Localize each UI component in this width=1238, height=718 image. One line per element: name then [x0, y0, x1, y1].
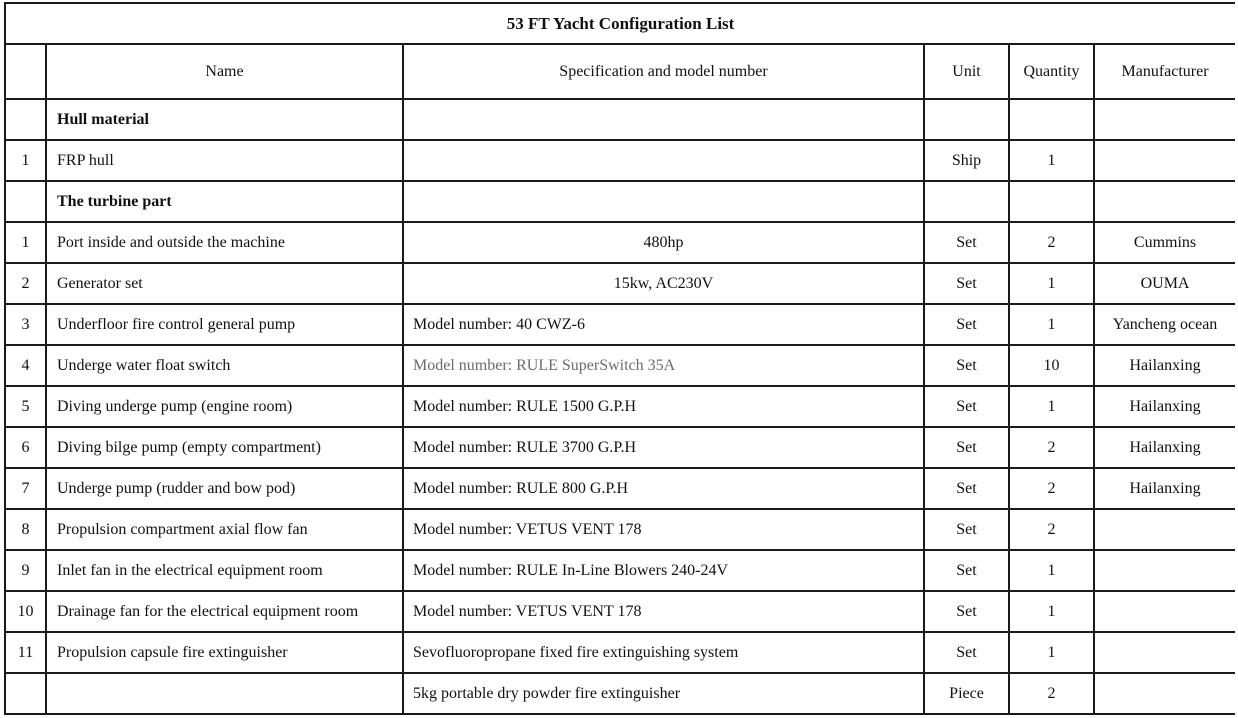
- item-manufacturer: [1094, 632, 1235, 673]
- column-header-manufacturer: Manufacturer: [1094, 44, 1235, 99]
- row-index: 9: [5, 550, 46, 591]
- item-quantity: 2: [1009, 673, 1094, 714]
- item-spec: Model number: 40 CWZ-6: [403, 304, 924, 345]
- table-row: [5, 386, 1235, 427]
- item-manufacturer: Hailanxing: [1094, 386, 1235, 427]
- row-index: [5, 181, 46, 222]
- item-quantity: 10: [1009, 345, 1094, 386]
- item-quantity: [1009, 181, 1094, 222]
- configuration-table: [4, 2, 1235, 715]
- column-header-index: [5, 44, 46, 99]
- item-manufacturer: Yancheng ocean: [1094, 304, 1235, 345]
- item-spec: Model number: RULE 3700 G.P.H: [403, 427, 924, 468]
- row-index: 1: [5, 140, 46, 181]
- item-manufacturer: [1094, 181, 1235, 222]
- item-unit: Set: [924, 386, 1009, 427]
- item-name: Propulsion capsule fire extinguisher: [46, 632, 403, 673]
- item-name: Drainage fan for the electrical equipment room: [46, 591, 403, 632]
- item-name: Diving bilge pump (empty compartment): [46, 427, 403, 468]
- document-page: [4, 2, 1235, 718]
- item-spec: [403, 99, 924, 140]
- item-quantity: 1: [1009, 263, 1094, 304]
- row-index: [5, 99, 46, 140]
- item-name: Underge pump (rudder and bow pod): [46, 468, 403, 509]
- item-unit: Set: [924, 591, 1009, 632]
- column-header-name: Name: [46, 44, 403, 99]
- item-manufacturer: [1094, 591, 1235, 632]
- table-row: [5, 427, 1235, 468]
- item-manufacturer: Cummins: [1094, 222, 1235, 263]
- item-spec: Model number: RULE 800 G.P.H: [403, 468, 924, 509]
- item-name: Port inside and outside the machine: [46, 222, 403, 263]
- item-spec: 15kw, AC230V: [403, 263, 924, 304]
- column-header-unit: Unit: [924, 44, 1009, 99]
- item-unit: Set: [924, 263, 1009, 304]
- column-header-spec: Specification and model number: [403, 44, 924, 99]
- table-body: [5, 99, 1235, 714]
- table-row: [5, 591, 1235, 632]
- item-quantity: 1: [1009, 304, 1094, 345]
- table-row: [5, 632, 1235, 673]
- item-manufacturer: [1094, 140, 1235, 181]
- item-unit: Set: [924, 468, 1009, 509]
- item-name: Underfloor fire control general pump: [46, 304, 403, 345]
- item-spec: [403, 181, 924, 222]
- row-index: 11: [5, 632, 46, 673]
- item-spec: Sevofluoropropane fixed fire extinguishing system: [403, 632, 924, 673]
- row-index: 3: [5, 304, 46, 345]
- item-name: Inlet fan in the electrical equipment room: [46, 550, 403, 591]
- row-index: 4: [5, 345, 46, 386]
- item-name: [46, 673, 403, 714]
- row-index: 2: [5, 263, 46, 304]
- item-unit: [924, 181, 1009, 222]
- column-header-quantity: Quantity: [1009, 44, 1094, 99]
- item-unit: Set: [924, 509, 1009, 550]
- item-quantity: 2: [1009, 427, 1094, 468]
- item-name: Underge water float switch: [46, 345, 403, 386]
- item-quantity: 1: [1009, 386, 1094, 427]
- item-quantity: 1: [1009, 591, 1094, 632]
- item-spec: 5kg portable dry powder fire extinguisher: [403, 673, 924, 714]
- item-unit: Set: [924, 304, 1009, 345]
- item-manufacturer: Hailanxing: [1094, 345, 1235, 386]
- item-manufacturer: OUMA: [1094, 263, 1235, 304]
- section-row: [5, 181, 1235, 222]
- item-quantity: 2: [1009, 468, 1094, 509]
- item-unit: [924, 99, 1009, 140]
- row-index: 7: [5, 468, 46, 509]
- item-manufacturer: Hailanxing: [1094, 468, 1235, 509]
- item-name: Propulsion compartment axial flow fan: [46, 509, 403, 550]
- row-index: 10: [5, 591, 46, 632]
- item-quantity: 1: [1009, 550, 1094, 591]
- column-header-row: [5, 44, 1235, 99]
- item-manufacturer: Hailanxing: [1094, 427, 1235, 468]
- row-index: 6: [5, 427, 46, 468]
- table-row: [5, 304, 1235, 345]
- item-spec: Model number: RULE In-Line Blowers 240-24V: [403, 550, 924, 591]
- item-unit: Piece: [924, 673, 1009, 714]
- row-index: [5, 673, 46, 714]
- section-row: [5, 99, 1235, 140]
- row-index: 5: [5, 386, 46, 427]
- table-row: [5, 222, 1235, 263]
- item-unit: Set: [924, 632, 1009, 673]
- item-spec: Model number: RULE SuperSwitch 35A: [403, 345, 924, 386]
- item-unit: Set: [924, 345, 1009, 386]
- table-row: [5, 468, 1235, 509]
- item-name: FRP hull: [46, 140, 403, 181]
- table-row: [5, 673, 1235, 714]
- table-row: [5, 140, 1235, 181]
- item-name: Generator set: [46, 263, 403, 304]
- row-index: 1: [5, 222, 46, 263]
- table-row: [5, 263, 1235, 304]
- item-spec: 480hp: [403, 222, 924, 263]
- table-title: 53 FT Yacht Configuration List: [5, 3, 1235, 44]
- item-spec: [403, 140, 924, 181]
- item-quantity: 2: [1009, 222, 1094, 263]
- item-unit: Set: [924, 550, 1009, 591]
- item-quantity: [1009, 99, 1094, 140]
- section-title: Hull material: [46, 99, 403, 140]
- item-manufacturer: [1094, 509, 1235, 550]
- item-quantity: 1: [1009, 140, 1094, 181]
- item-unit: Set: [924, 427, 1009, 468]
- item-manufacturer: [1094, 673, 1235, 714]
- item-name: Diving underge pump (engine room): [46, 386, 403, 427]
- item-manufacturer: [1094, 99, 1235, 140]
- item-spec: Model number: RULE 1500 G.P.H: [403, 386, 924, 427]
- item-unit: Set: [924, 222, 1009, 263]
- item-spec: Model number: VETUS VENT 178: [403, 509, 924, 550]
- item-unit: Ship: [924, 140, 1009, 181]
- item-quantity: 2: [1009, 509, 1094, 550]
- row-index: 8: [5, 509, 46, 550]
- item-quantity: 1: [1009, 632, 1094, 673]
- item-manufacturer: [1094, 550, 1235, 591]
- table-row: [5, 345, 1235, 386]
- table-row: [5, 509, 1235, 550]
- item-spec: Model number: VETUS VENT 178: [403, 591, 924, 632]
- table-row: [5, 550, 1235, 591]
- section-title: The turbine part: [46, 181, 403, 222]
